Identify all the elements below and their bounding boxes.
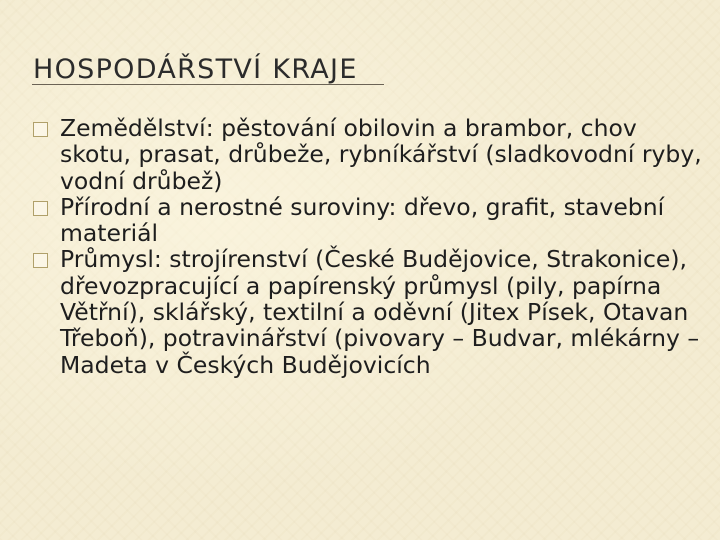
slide-title: HOSPODÁŘSTVÍ KRAJE [33, 54, 358, 85]
title-underline [32, 84, 384, 85]
bullet-list [33, 115, 703, 378]
bullet-text: Přírodní a nerostné suroviny: dřevo, grafit, stavební materiál [60, 192, 665, 248]
checkbox-bullet-icon [33, 122, 48, 137]
bullet-item-resources [33, 194, 703, 247]
bullet-text: Zemědělství: pěstování obilovin a brambor, chov skotu, prasat, drůbeže, rybníkářství (sladkovodní ryby, vodní drůbež) [60, 114, 702, 195]
checkbox-bullet-icon [33, 201, 48, 216]
checkbox-bullet-icon [33, 253, 48, 268]
bullet-item-industry [33, 246, 703, 377]
bullet-item-agriculture [33, 115, 703, 194]
bullet-text: Průmysl: strojírenství (České Budějovice, Strakonice), dřevozpracující a papírenský průmysl (pily, papírna Větřní), sklářský, textilní a oděvní (Jitex Písek, Otavan Třeboň), potravinářství (pivovary – Budvar, mlékárny – Madeta v Českých Budějovicích [60, 245, 700, 379]
